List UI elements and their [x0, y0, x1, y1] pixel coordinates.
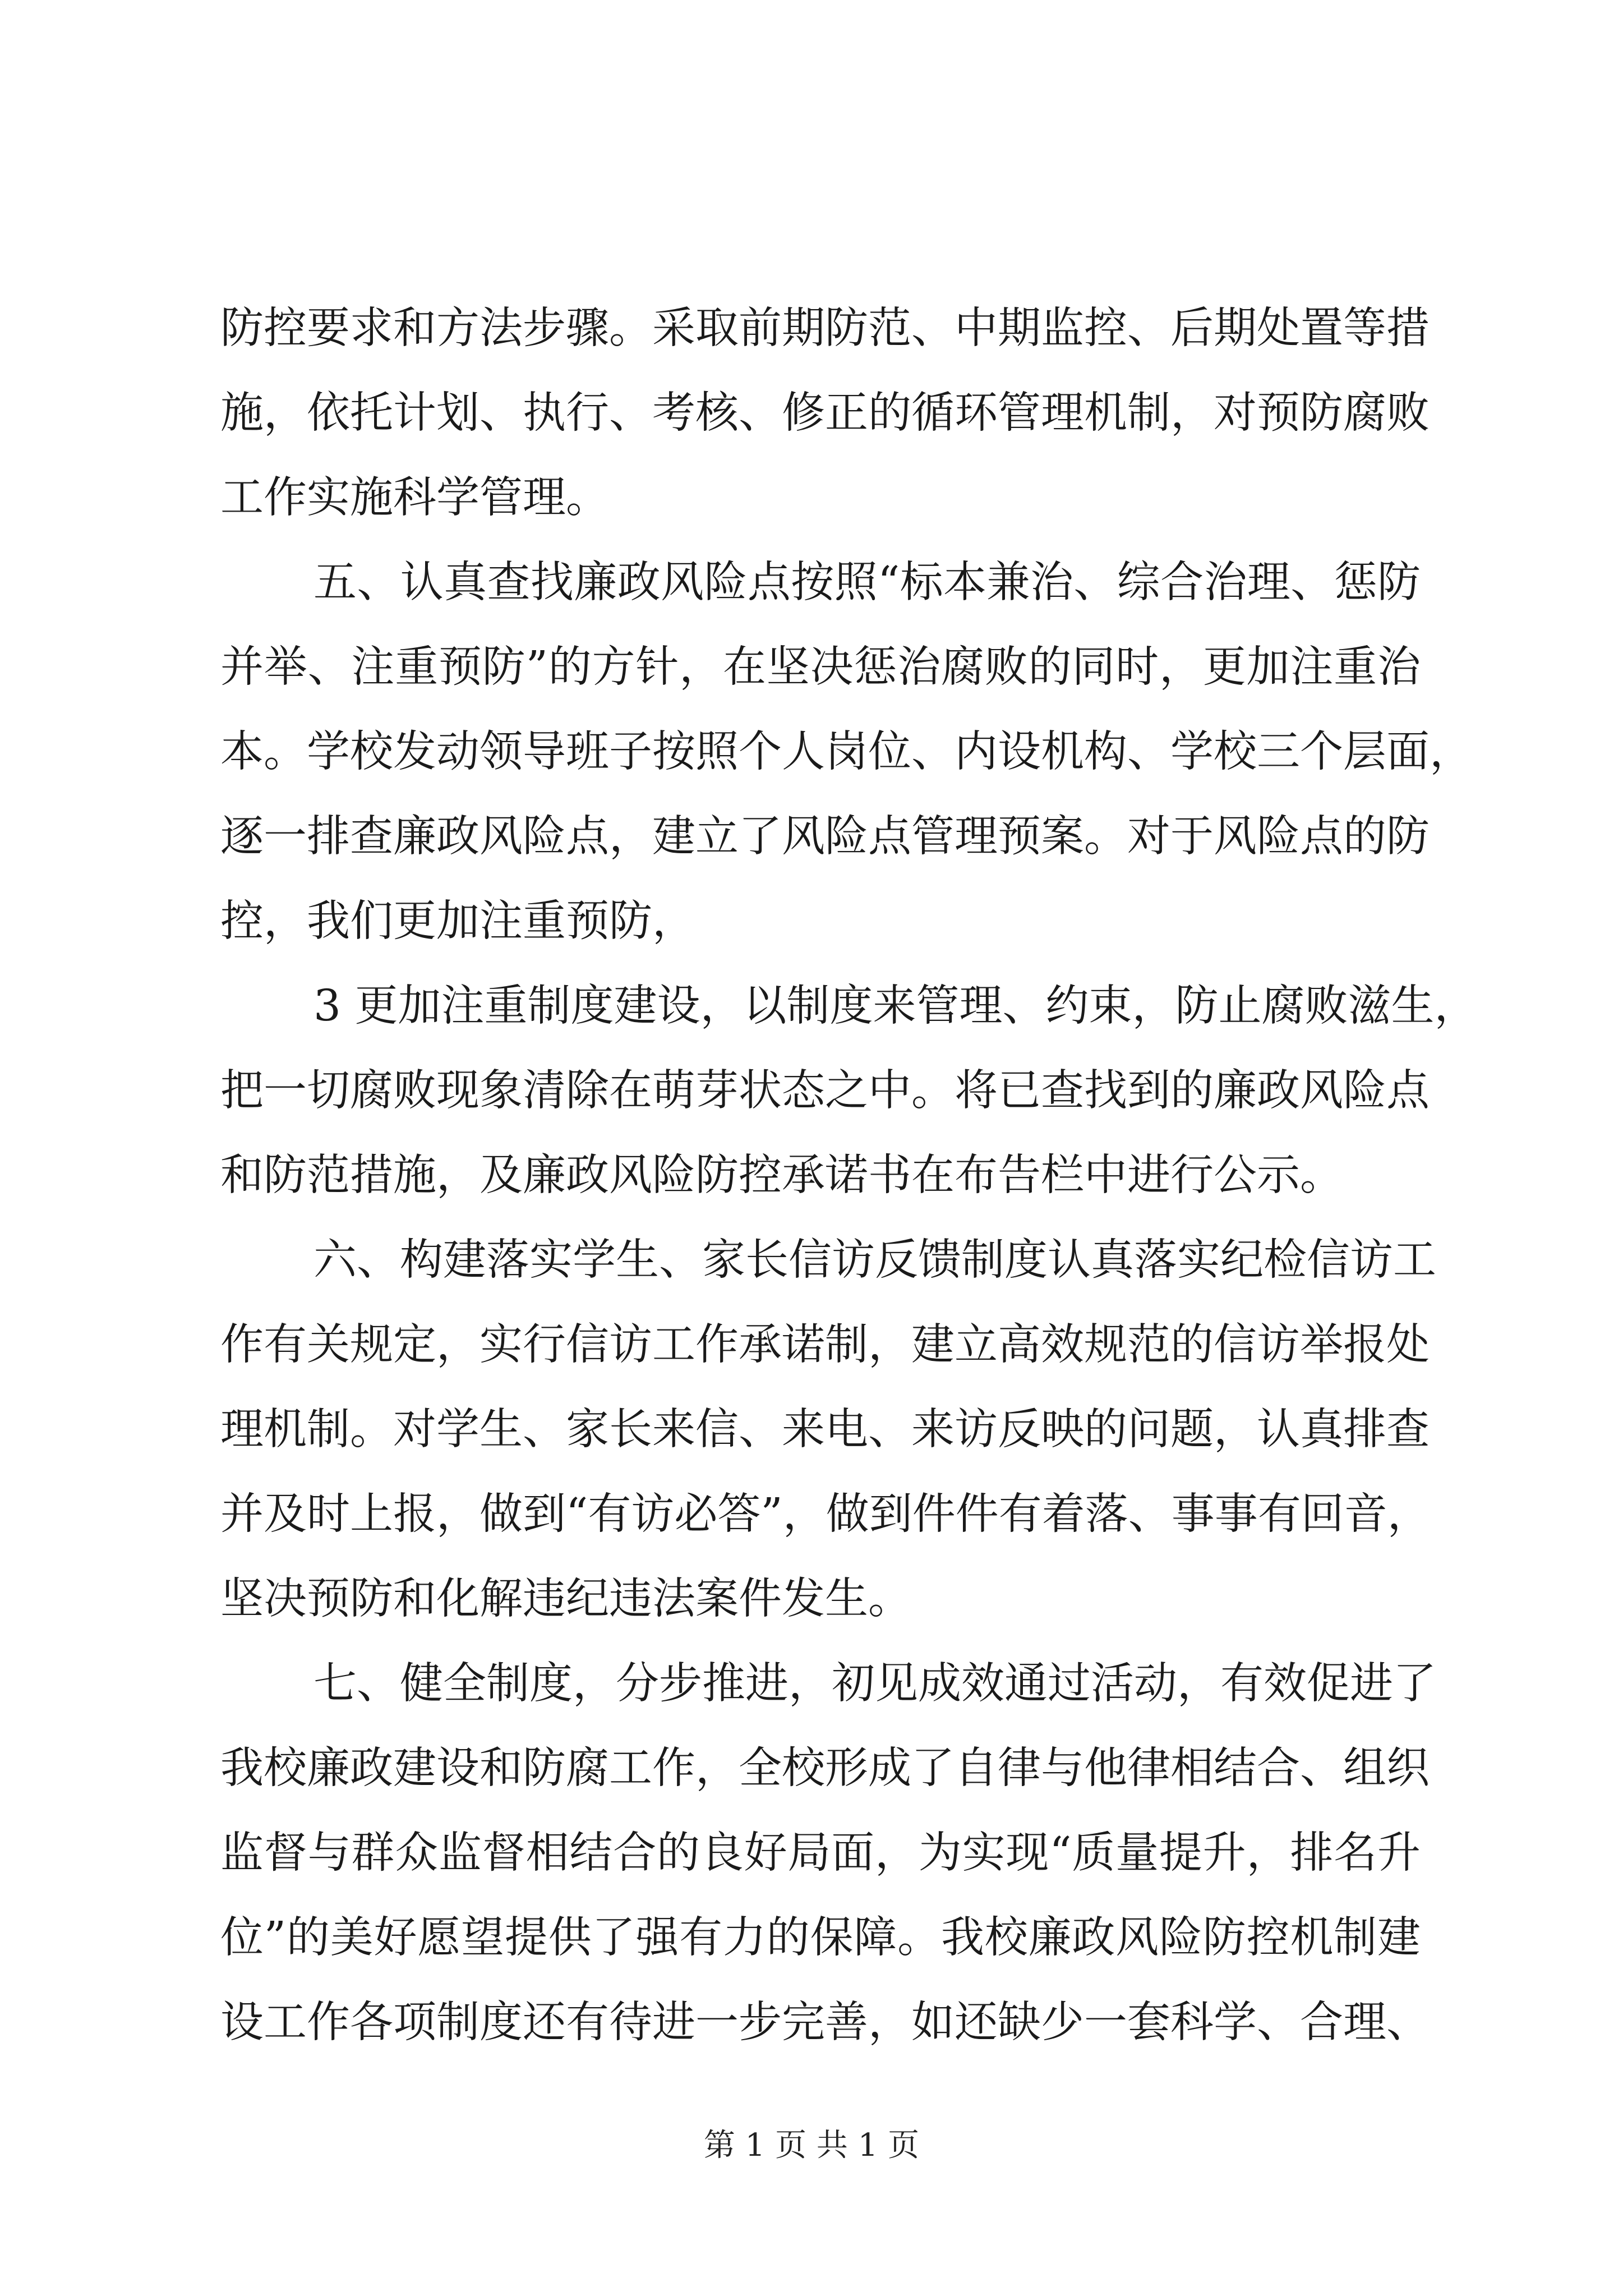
- paragraph-4: [220, 1218, 1436, 1641]
- text-line: 和防范措施，及廉政风险防控承诺书在布告栏中进行公示。: [220, 1151, 1343, 1200]
- text-line: 控，我们更加注重预防，: [220, 896, 695, 946]
- paragraph-5: [220, 1641, 1436, 2065]
- text-line: 五、认真查找廉政风险点按照“标本兼治、综合治理、惩防: [313, 558, 1421, 608]
- text-line: 作有关规定，实行信访工作承诺制，建立高效规范的信访举报处: [220, 1320, 1430, 1370]
- text-line: 位”的美好愿望提供了强有力的保障。我校廉政风险防控机制建: [220, 1913, 1421, 1963]
- paragraph-3: [220, 964, 1478, 1218]
- document-body: [220, 286, 1478, 2065]
- text-line: 并及时上报，做到“有访必答”，做到件件有着落、事事有回音，: [220, 1489, 1431, 1539]
- paragraph-1: [220, 286, 1430, 540]
- text-line: 本。学校发动领导班子按照个人岗位、内设机构、学校三个层面，: [220, 727, 1473, 777]
- text-line: 六、构建落实学生、家长信访反馈制度认真落实纪检信访工: [313, 1235, 1436, 1285]
- text-line: 监督与群众监督相结合的良好局面，为实现“质量提升，排名升: [220, 1828, 1421, 1878]
- text-line: 设工作各项制度还有待进一步完善，如还缺少一套科学、合理、: [220, 1998, 1430, 2047]
- text-line: 3 更加注重制度建设，以制度来管理、约束，防止腐败滋生，: [313, 981, 1478, 1031]
- text-line: 坚决预防和化解违纪违法案件发生。: [220, 1574, 911, 1624]
- text-line: 防控要求和方法步骤。采取前期防范、中期监控、后期处置等措: [220, 303, 1430, 353]
- text-line: 我校廉政建设和防腐工作，全校形成了自律与他律相结合、组织: [220, 1743, 1430, 1793]
- paragraph-2: [220, 540, 1473, 964]
- page-footer: 第 1 页 共 1 页: [703, 2127, 920, 2164]
- text-line: 理机制。对学生、家长来信、来电、来访反映的问题，认真排查: [220, 1405, 1430, 1455]
- text-line: 把一切腐败现象清除在萌芽状态之中。将已查找到的廉政风险点: [220, 1066, 1430, 1116]
- text-line: 逐一排查廉政风险点，建立了风险点管理预案。对于风险点的防: [220, 812, 1430, 862]
- text-line: 并举、注重预防”的方针，在坚决惩治腐败的同时，更加注重治: [220, 642, 1421, 692]
- text-line: 施，依托计划、执行、考核、修正的循环管理机制，对预防腐败: [220, 388, 1430, 438]
- text-line: 七、健全制度，分步推进，初见成效通过活动，有效促进了: [313, 1659, 1436, 1709]
- text-line: 工作实施科学管理。: [220, 473, 609, 523]
